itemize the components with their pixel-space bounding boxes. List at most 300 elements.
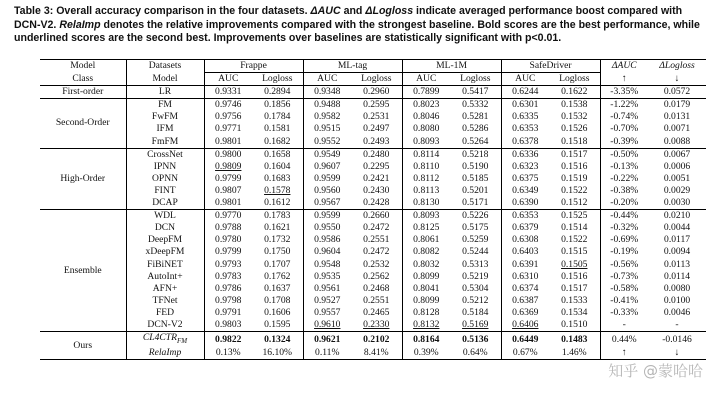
model-name: FM	[126, 99, 204, 112]
header-dataset-ml1m: ML-1M	[402, 60, 501, 73]
metric-cell: 0.2428	[351, 197, 402, 210]
metric-cell: 0.9801	[215, 197, 242, 209]
metric-cell: 0.2551	[351, 295, 402, 307]
delta-auc-cell: -0.73%	[610, 270, 639, 282]
metric-cell: 0.9604	[314, 246, 341, 258]
metric-cell: 0.5175	[450, 222, 501, 234]
model-name: IPNN	[126, 161, 204, 173]
delta-auc-ours: 0.44%	[600, 332, 648, 348]
delta-auc-cell: -0.69%	[610, 234, 639, 246]
metric-cell: 0.7899	[402, 86, 450, 99]
table-row	[40, 283, 706, 295]
metric-cell: 0.1515	[549, 246, 600, 258]
watermark: 知乎 @蒙哈哈	[608, 362, 703, 380]
metric-cell: 0.1658	[252, 148, 303, 161]
metric-cell: 0.5184	[450, 307, 501, 319]
metric-cell: 0.8128	[413, 306, 440, 318]
table-row	[40, 210, 706, 223]
model-name: AutoInt+	[126, 271, 204, 283]
metric-cell: 0.2960	[351, 86, 402, 99]
metric-cell: 0.1522	[549, 185, 600, 197]
header-logloss: Logloss	[252, 73, 303, 86]
relaimp-cell: 0.64%	[450, 347, 501, 360]
metric-cell: 0.1604	[252, 161, 303, 173]
metric-cell: 0.2551	[351, 234, 402, 246]
delta-logloss-cell: 0.0067	[648, 148, 706, 161]
table-row	[40, 319, 706, 332]
header-row-2	[40, 73, 706, 86]
metric-cell: 0.6391	[512, 258, 539, 270]
metric-cell: 0.9798	[215, 294, 242, 306]
metric-cell: 0.9803	[215, 318, 242, 330]
metric-cell: 0.1522	[549, 234, 600, 246]
delta-logloss-cell: 0.0046	[663, 306, 691, 318]
metric-cell: 0.2472	[351, 222, 402, 234]
metric-cell: 0.5219	[450, 271, 501, 283]
delta-auc-cell: -0.22%	[610, 172, 639, 184]
metric-cell: 0.1517	[549, 148, 600, 161]
ours-model-subscript: FM	[177, 336, 188, 345]
metric-cell: 0.6374	[512, 282, 539, 294]
header-dataset-mltag: ML-tag	[303, 60, 402, 73]
metric-cell: 0.8061	[413, 234, 440, 246]
delta-logloss-cell: 0.0080	[663, 282, 691, 294]
metric-cell: 0.6336	[501, 148, 549, 161]
delta-auc-cell: -3.35%	[600, 86, 648, 99]
table-row	[40, 271, 706, 283]
metric-cell-best: 0.8164	[402, 332, 450, 348]
delta-auc-cell: -0.70%	[610, 123, 639, 135]
metric-cell: 0.1783	[252, 210, 303, 223]
ours-row	[40, 332, 706, 348]
metric-cell: 0.9582	[314, 111, 341, 123]
metric-cell: 0.1578	[252, 185, 303, 197]
relaimp-row	[40, 347, 706, 360]
caption-suffix: denotes the relative improvements compared with the strongest baseline. Bold scores are the best performance, while underlined scores are the second best. Improvements over baselines are statistically significant with p<0.01.	[14, 18, 700, 45]
metric-cell: 0.1606	[252, 307, 303, 319]
metric-cell: 0.2430	[351, 185, 402, 197]
metric-cell: 0.6301	[501, 99, 549, 112]
metric-cell: 0.1532	[549, 111, 600, 123]
metric-cell: 0.2465	[351, 307, 402, 319]
metric-cell: 0.2472	[351, 246, 402, 258]
model-name: xDeepFM	[126, 246, 204, 258]
table-row	[40, 111, 706, 123]
metric-cell: 0.9800	[204, 148, 252, 161]
header-row-1	[40, 60, 706, 73]
metric-cell-best: 0.1483	[549, 332, 600, 348]
relaimp-cell: 0.13%	[215, 347, 241, 359]
metric-cell: 0.1595	[252, 319, 303, 332]
metric-cell: 0.8132	[413, 318, 440, 330]
delta-logloss-cell: 0.0051	[663, 172, 691, 184]
header-auc: AUC	[515, 73, 536, 85]
metric-cell: 0.9586	[314, 234, 341, 246]
metric-cell: 0.1538	[549, 99, 600, 112]
delta-auc-cell: -0.20%	[610, 197, 639, 209]
group-label: Ensemble	[40, 210, 126, 332]
metric-cell: 0.1707	[252, 259, 303, 271]
metric-cell: 0.2468	[351, 283, 402, 295]
delta-logloss-cell: 0.0113	[664, 258, 691, 270]
metric-cell: 0.1525	[549, 210, 600, 223]
metric-cell: 0.5244	[450, 246, 501, 258]
metric-cell: 0.9557	[314, 306, 341, 318]
metric-cell: 0.1512	[549, 197, 600, 210]
metric-cell: 0.6308	[512, 234, 539, 246]
delta-logloss-cell: 0.0114	[664, 270, 691, 282]
delta-logloss-cell: 0.0210	[648, 210, 706, 223]
metric-cell: 0.9756	[215, 111, 242, 123]
metric-cell: 0.5286	[450, 123, 501, 135]
table-row	[40, 136, 706, 149]
metric-cell: 0.9560	[314, 184, 341, 196]
model-name: LR	[126, 86, 204, 99]
metric-cell: 0.9793	[215, 258, 242, 270]
header-logloss: Logloss	[351, 73, 402, 86]
caption-delta-logloss: ΔLogloss	[365, 5, 414, 17]
table-row	[40, 259, 706, 271]
metric-cell: 0.9791	[215, 306, 242, 318]
metric-cell: 0.9527	[314, 294, 341, 306]
metric-cell-best: 0.6449	[501, 332, 549, 348]
metric-cell: 0.8125	[413, 222, 440, 234]
metric-cell: 0.6375	[512, 172, 539, 184]
metric-cell: 0.5313	[450, 259, 501, 271]
caption-prefix: Table 3: Overall accuracy comparison in the four datasets.	[14, 5, 311, 17]
header-delta-auc: ΔAUC	[611, 60, 637, 72]
results-table	[40, 59, 706, 360]
delta-auc-cell: -0.13%	[610, 160, 639, 172]
metric-cell: 0.9746	[204, 99, 252, 112]
model-name: DCAP	[126, 197, 204, 210]
metric-cell: 0.1510	[549, 319, 600, 332]
metric-cell: 0.5417	[450, 86, 501, 99]
metric-cell: 0.1683	[252, 173, 303, 185]
metric-cell: 0.9807	[215, 184, 242, 196]
model-name: OPNN	[126, 173, 204, 185]
metric-cell: 0.8082	[413, 246, 440, 258]
table-row	[40, 185, 706, 197]
metric-cell-best: 0.5136	[450, 332, 501, 348]
delta-logloss-ours: -0.0146	[648, 332, 706, 348]
metric-cell: 0.8114	[402, 148, 450, 161]
delta-auc-cell: -0.19%	[610, 246, 639, 258]
header-logloss: Logloss	[450, 73, 501, 86]
header-logloss: Logloss	[549, 73, 600, 86]
metric-cell: 0.9771	[215, 123, 242, 135]
metric-cell: 0.1762	[252, 271, 303, 283]
delta-auc-cell: -0.74%	[610, 111, 639, 123]
metric-cell: 0.1732	[252, 234, 303, 246]
metric-cell: 0.9548	[314, 258, 341, 270]
model-name: DeepFM	[126, 234, 204, 246]
metric-cell: 0.5226	[450, 210, 501, 223]
metric-cell: 0.1517	[549, 283, 600, 295]
delta-logloss-cell: 0.0030	[663, 197, 691, 209]
header-dataset-safedriver: SafeDriver	[501, 60, 600, 73]
delta-logloss-cell: 0.0071	[663, 123, 691, 135]
caption-relaimp: RelaImp	[59, 18, 101, 31]
metric-cell: 0.9610	[314, 318, 341, 330]
metric-cell: 0.9567	[314, 197, 341, 209]
metric-cell: 0.5201	[450, 185, 501, 197]
table-row	[40, 197, 706, 210]
metric-cell: 0.2497	[351, 123, 402, 135]
metric-cell: 0.1622	[549, 86, 600, 99]
delta-auc-cell: -0.58%	[610, 282, 639, 294]
delta-logloss-cell: 0.0117	[664, 234, 691, 246]
metric-cell: 0.8110	[413, 160, 440, 172]
delta-auc-cell: -0.33%	[610, 306, 639, 318]
metric-cell: 0.1612	[252, 197, 303, 210]
model-name: FmFM	[126, 136, 204, 149]
metric-cell: 0.9799	[215, 172, 242, 184]
delta-logloss-cell: 0.0131	[663, 111, 691, 123]
metric-cell: 0.9770	[204, 210, 252, 223]
metric-cell: 0.1505	[549, 259, 600, 271]
metric-cell: 0.8080	[413, 123, 440, 135]
metric-cell: 0.6335	[512, 111, 539, 123]
delta-auc-cell: -0.56%	[610, 258, 639, 270]
metric-cell: 0.1682	[252, 136, 303, 149]
metric-cell: 0.9780	[215, 234, 242, 246]
metric-cell: 0.6379	[512, 222, 539, 234]
group-label: High-Order	[40, 148, 126, 209]
metric-cell: 0.2562	[351, 271, 402, 283]
metric-cell: 0.1534	[549, 307, 600, 319]
metric-cell: 0.6349	[512, 184, 539, 196]
metric-cell: 0.6244	[501, 86, 549, 99]
metric-cell: 0.1750	[252, 246, 303, 258]
metric-cell: 0.5171	[450, 197, 501, 210]
ours-model-name: CL4CTR	[142, 332, 178, 344]
metric-cell: 0.6353	[512, 123, 539, 135]
delta-auc-cell: -0.41%	[610, 294, 639, 306]
metric-cell: 0.5169	[450, 319, 501, 332]
model-name: FiBiNET	[126, 259, 204, 271]
relaimp-arrow-down: ↓	[674, 347, 680, 359]
model-name: DCN	[126, 222, 204, 234]
model-name: FwFM	[126, 111, 204, 123]
header-delta-logloss: ΔLogloss	[659, 60, 695, 72]
metric-cell-best: 0.9822	[204, 332, 252, 348]
metric-cell: 0.9783	[215, 270, 242, 282]
metric-cell: 0.9331	[204, 86, 252, 99]
header-dataset-frappe: Frappe	[204, 60, 303, 73]
delta-logloss-cell: 0.0094	[663, 246, 691, 258]
table-row	[40, 173, 706, 185]
table-row	[40, 99, 706, 112]
relaimp-cell: 16.10%	[252, 347, 303, 360]
metric-cell: 0.1856	[252, 99, 303, 112]
metric-cell: 0.5218	[450, 148, 501, 161]
delta-logloss-cell: 0.0088	[663, 135, 691, 147]
delta-logloss-cell: 0.0100	[663, 294, 691, 306]
metric-cell: 0.5212	[450, 295, 501, 307]
delta-logloss-cell: 0.0572	[648, 86, 706, 99]
delta-logloss-cell: 0.0044	[663, 222, 691, 234]
metric-cell: 0.6378	[512, 135, 539, 147]
metric-cell: 0.2894	[252, 86, 303, 99]
metric-cell: 0.6387	[512, 294, 539, 306]
metric-cell: 0.5259	[450, 234, 501, 246]
metric-cell: 0.8112	[413, 172, 440, 184]
metric-cell: 0.8046	[413, 111, 440, 123]
metric-cell: 0.9801	[215, 135, 242, 147]
metric-cell: 0.8099	[413, 294, 440, 306]
header-model-col: Model	[126, 73, 204, 86]
table-row	[40, 246, 706, 258]
metric-cell: 0.5281	[450, 111, 501, 123]
model-name: AFN+	[126, 283, 204, 295]
delta-auc-cell: -0.38%	[610, 184, 639, 196]
metric-cell-best: 0.1324	[252, 332, 303, 348]
metric-cell: 0.1708	[252, 295, 303, 307]
metric-cell: 0.1533	[549, 295, 600, 307]
metric-cell: 0.8099	[413, 270, 440, 282]
delta-logloss-cell: 0.0006	[663, 160, 691, 172]
header-arrow-down: ↓	[674, 72, 680, 84]
metric-cell: 0.5332	[450, 99, 501, 112]
metric-cell: 0.9515	[314, 123, 341, 135]
metric-cell: 0.9549	[303, 148, 351, 161]
metric-cell: 0.6353	[501, 210, 549, 223]
header-auc: AUC	[416, 73, 437, 85]
model-name: CrossNet	[126, 148, 204, 161]
metric-cell: 0.8093	[402, 210, 450, 223]
metric-cell: 0.9809	[215, 160, 242, 172]
metric-cell: 0.1516	[549, 161, 600, 173]
model-name: FINT	[126, 185, 204, 197]
delta-auc-cell: -0.44%	[600, 210, 648, 223]
model-name: FED	[126, 307, 204, 319]
group-label: First-order	[40, 86, 126, 99]
header-datasets: Datasets	[126, 60, 204, 73]
caption-mid: indicate averaged performance boost compared with DCN-V2.	[14, 5, 683, 31]
metric-cell: 0.6310	[512, 270, 539, 282]
metric-cell: 0.6390	[512, 197, 539, 209]
metric-cell: 0.9786	[215, 282, 242, 294]
header-model: Model	[40, 60, 126, 73]
header-arrow-up: ↑	[621, 72, 627, 84]
metric-cell: 0.1621	[252, 222, 303, 234]
header-auc: AUC	[218, 73, 239, 85]
relaimp-cell: 0.11%	[315, 347, 340, 359]
metric-cell: 0.2421	[351, 173, 402, 185]
metric-cell: 0.9535	[314, 270, 341, 282]
caption-and: and	[340, 5, 366, 17]
metric-cell: 0.2295	[351, 161, 402, 173]
model-name: WDL	[126, 210, 204, 223]
metric-cell: 0.6323	[512, 160, 539, 172]
table-row	[40, 295, 706, 307]
relaimp-cell: 0.39%	[413, 347, 439, 359]
model-name-ours	[126, 332, 204, 348]
metric-cell: 0.2660	[351, 210, 402, 223]
metric-cell: 0.6369	[512, 306, 539, 318]
metric-cell: 0.1784	[252, 111, 303, 123]
delta-auc-cell: -1.22%	[600, 99, 648, 112]
metric-cell: 0.8041	[413, 282, 440, 294]
delta-logloss-cell: 0.0179	[648, 99, 706, 112]
delta-auc-cell: -0.50%	[600, 148, 648, 161]
metric-cell: 0.2595	[351, 99, 402, 112]
metric-cell: 0.1514	[549, 222, 600, 234]
model-name: DCN-V2	[126, 319, 204, 332]
delta-logloss-cell: -	[675, 318, 679, 330]
delta-auc-cell: -	[622, 318, 626, 330]
metric-cell: 0.5190	[450, 161, 501, 173]
table-row	[40, 123, 706, 135]
metric-cell: 0.2480	[351, 148, 402, 161]
table-row	[40, 222, 706, 234]
metric-cell: 0.8130	[413, 197, 440, 209]
relaimp-label: RelaImp	[126, 347, 204, 360]
table-row	[40, 307, 706, 319]
metric-cell: 0.6406	[512, 318, 539, 330]
metric-cell: 0.1637	[252, 283, 303, 295]
metric-cell-best: 0.9621	[303, 332, 351, 348]
metric-cell: 0.1526	[549, 123, 600, 135]
metric-cell: 0.2330	[351, 319, 402, 332]
metric-cell: 0.9599	[314, 172, 341, 184]
metric-cell: 0.1519	[549, 173, 600, 185]
caption-delta-auc: ΔAUC	[310, 5, 341, 17]
metric-cell: 0.9552	[314, 135, 341, 147]
delta-logloss-cell: 0.0029	[663, 184, 691, 196]
metric-cell: 0.5304	[450, 283, 501, 295]
relaimp-cell: 0.67%	[512, 347, 538, 359]
group-label-ours: Ours	[40, 332, 126, 360]
metric-cell: 0.2531	[351, 111, 402, 123]
header-class: Class	[40, 73, 126, 86]
metric-cell: 0.8093	[413, 135, 440, 147]
relaimp-cell: 8.41%	[351, 347, 402, 360]
metric-cell: 0.9599	[303, 210, 351, 223]
metric-cell: 0.1518	[549, 136, 600, 149]
metric-cell: 0.9488	[303, 99, 351, 112]
table-row	[40, 234, 706, 246]
table-row	[40, 86, 706, 99]
model-name: IFM	[126, 123, 204, 135]
metric-cell: 0.9799	[215, 246, 242, 258]
metric-cell: 0.8113	[413, 184, 440, 196]
table-caption	[14, 5, 707, 46]
relaimp-cell: 1.46%	[549, 347, 600, 360]
metric-cell: 0.9550	[314, 222, 341, 234]
metric-cell: 0.9561	[314, 282, 341, 294]
metric-cell: 0.9607	[314, 160, 341, 172]
metric-cell: 0.8023	[402, 99, 450, 112]
metric-cell: 0.8032	[413, 258, 440, 270]
relaimp-arrow-up: ↑	[621, 347, 627, 359]
metric-cell: 0.5185	[450, 173, 501, 185]
metric-cell: 0.6403	[512, 246, 539, 258]
table-row	[40, 161, 706, 173]
metric-cell: 0.1581	[252, 123, 303, 135]
metric-cell: 0.5264	[450, 136, 501, 149]
delta-auc-cell: -0.32%	[610, 222, 639, 234]
metric-cell: 0.2493	[351, 136, 402, 149]
metric-cell: 0.9788	[215, 222, 242, 234]
group-label: Second-Order	[40, 99, 126, 148]
metric-cell: 0.9348	[303, 86, 351, 99]
model-name: TFNet	[126, 295, 204, 307]
metric-cell: 0.1516	[549, 271, 600, 283]
metric-cell: 0.2532	[351, 259, 402, 271]
table-row	[40, 148, 706, 161]
